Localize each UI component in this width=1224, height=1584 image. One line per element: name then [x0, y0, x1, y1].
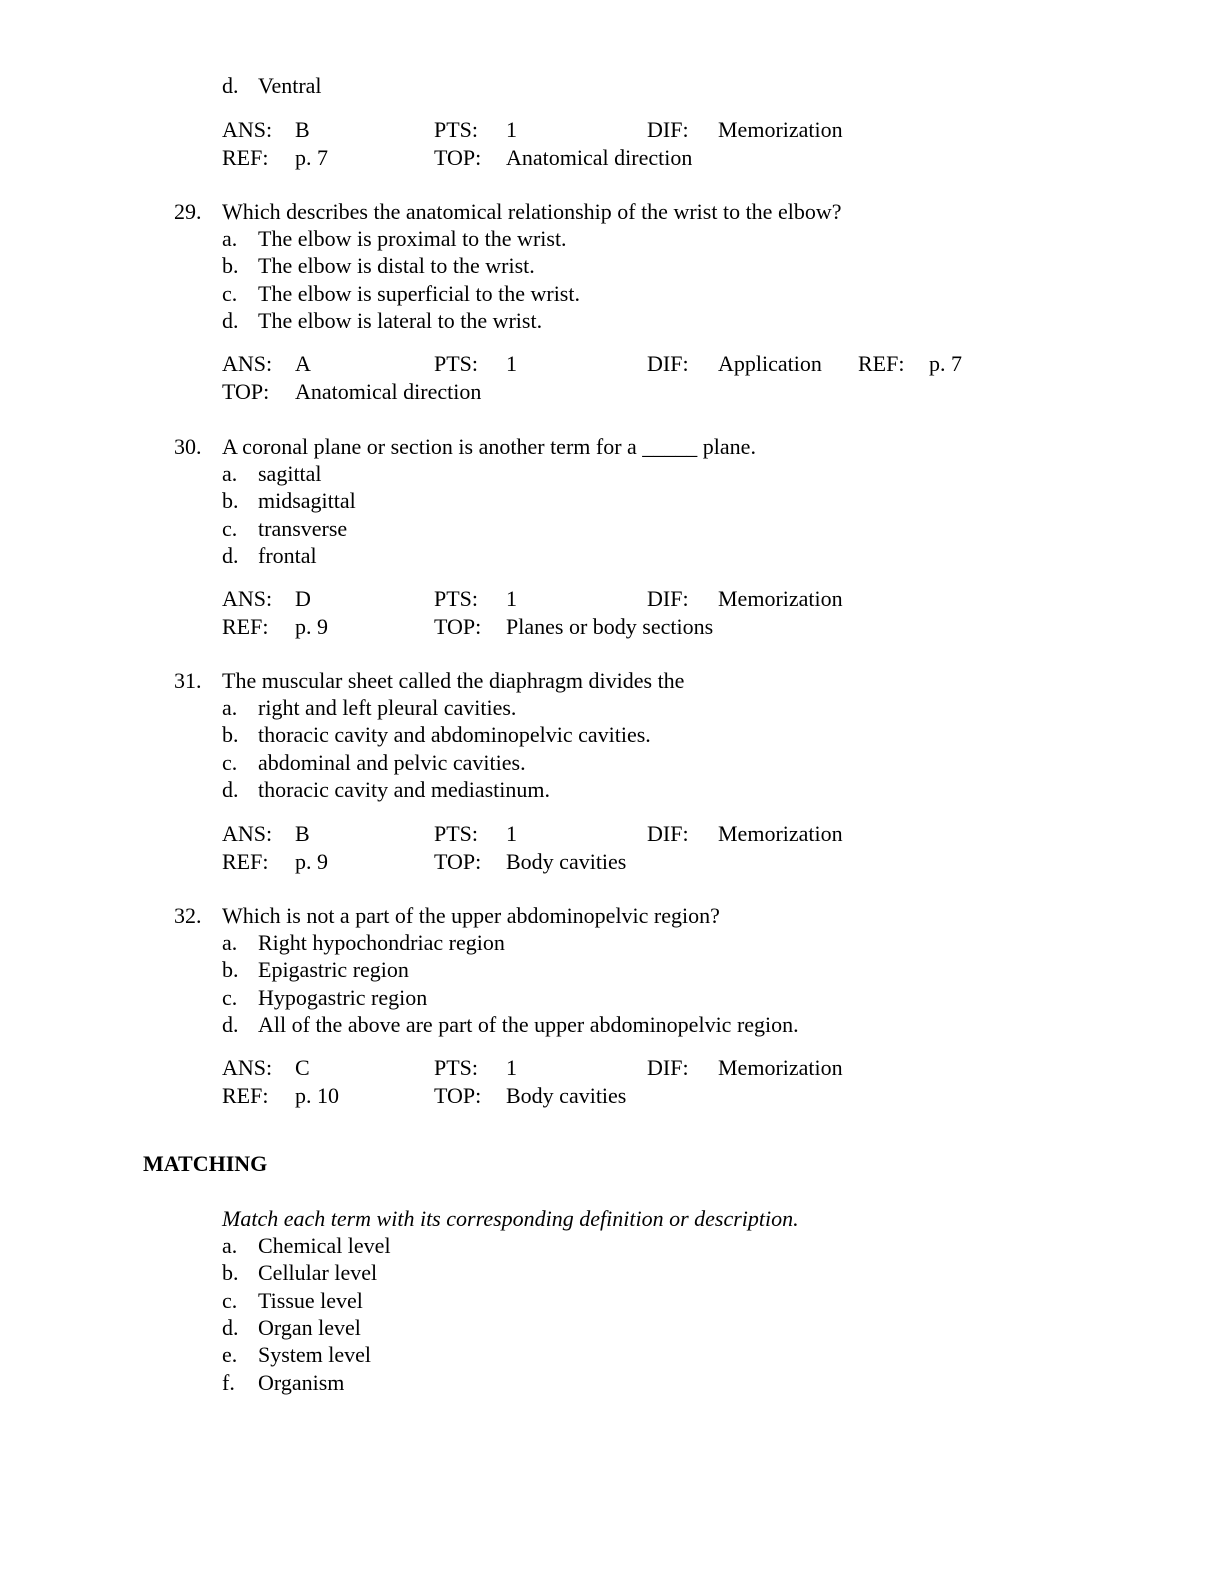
meta-label: TOP:: [434, 1083, 482, 1108]
meta-label: REF:: [222, 614, 269, 639]
question-number: 29.: [174, 199, 202, 224]
meta-value: 1: [506, 117, 517, 142]
meta-label: REF:: [222, 1083, 269, 1108]
option-letter: b.: [222, 253, 239, 278]
option-letter: d.: [222, 777, 239, 802]
option-text: All of the above are part of the upper abdominopelvic region.: [258, 1012, 799, 1037]
question-text: Which is not a part of the upper abdominopelvic region?: [222, 903, 720, 928]
meta-label: DIF:: [647, 1055, 689, 1080]
meta-label: REF:: [222, 849, 269, 874]
option-letter: c.: [222, 1288, 238, 1313]
option-letter: d.: [222, 543, 239, 568]
option-letter: b.: [222, 722, 239, 747]
meta-label: ANS:: [222, 1055, 273, 1080]
option-text: Tissue level: [258, 1288, 363, 1313]
option-text: The elbow is superficial to the wrist.: [258, 281, 580, 306]
meta-value: 1: [506, 1055, 517, 1080]
question-number: 31.: [174, 668, 202, 693]
option-letter: c.: [222, 281, 238, 306]
meta-label: ANS:: [222, 821, 273, 846]
meta-label: ANS:: [222, 586, 273, 611]
question-text: Which describes the anatomical relationship of the wrist to the elbow?: [222, 199, 842, 224]
question-number: 30.: [174, 434, 202, 459]
meta-value: Planes or body sections: [506, 614, 714, 639]
option-letter: b.: [222, 488, 239, 513]
option-letter: d.: [222, 73, 239, 98]
meta-value: Memorization: [718, 821, 843, 846]
option-letter: e.: [222, 1342, 238, 1367]
option-text: Cellular level: [258, 1260, 378, 1285]
option-letter: a.: [222, 461, 238, 486]
meta-value: p. 10: [295, 1083, 339, 1108]
option-text: The elbow is lateral to the wrist.: [258, 308, 543, 333]
option-text: midsagittal: [258, 488, 356, 513]
meta-value: Anatomical direction: [506, 145, 693, 170]
option-letter: f.: [222, 1370, 235, 1395]
matching-instruction: Match each term with its corresponding definition or description.: [222, 1206, 799, 1231]
meta-label: ANS:: [222, 351, 273, 376]
option-text: Ventral: [258, 73, 322, 98]
question-number: 32.: [174, 903, 202, 928]
question-text: A coronal plane or section is another term for a _____ plane.: [222, 434, 756, 459]
option-text: Hypogastric region: [258, 985, 428, 1010]
meta-value: B: [295, 117, 310, 142]
meta-label: REF:: [858, 351, 905, 376]
meta-value: p. 9: [295, 614, 328, 639]
meta-value: Anatomical direction: [295, 379, 482, 404]
option-text: abdominal and pelvic cavities.: [258, 750, 526, 775]
meta-value: Body cavities: [506, 849, 627, 874]
option-text: The elbow is distal to the wrist.: [258, 253, 535, 278]
meta-value: 1: [506, 351, 517, 376]
meta-label: TOP:: [434, 849, 482, 874]
meta-value: 1: [506, 821, 517, 846]
meta-value: Memorization: [718, 586, 843, 611]
option-letter: d.: [222, 1315, 239, 1340]
option-letter: a.: [222, 930, 238, 955]
option-text: sagittal: [258, 461, 322, 486]
meta-label: REF:: [222, 145, 269, 170]
meta-value: C: [295, 1055, 310, 1080]
option-text: The elbow is proximal to the wrist.: [258, 226, 567, 251]
meta-label: DIF:: [647, 821, 689, 846]
meta-value: Body cavities: [506, 1083, 627, 1108]
meta-label: PTS:: [434, 117, 479, 142]
meta-label: ANS:: [222, 117, 273, 142]
meta-label: PTS:: [434, 821, 479, 846]
section-heading: MATCHING: [143, 1151, 268, 1176]
meta-value: p. 9: [295, 849, 328, 874]
meta-label: TOP:: [222, 379, 270, 404]
meta-label: PTS:: [434, 586, 479, 611]
meta-value: A: [295, 351, 311, 376]
meta-label: DIF:: [647, 117, 689, 142]
meta-label: TOP:: [434, 614, 482, 639]
option-text: Right hypochondriac region: [258, 930, 505, 955]
option-letter: c.: [222, 985, 238, 1010]
option-text: Organism: [258, 1370, 345, 1395]
meta-value: Application: [718, 351, 822, 376]
meta-value: 1: [506, 586, 517, 611]
option-text: thoracic cavity and mediastinum.: [258, 777, 551, 802]
meta-label: PTS:: [434, 1055, 479, 1080]
option-letter: a.: [222, 226, 238, 251]
option-text: Epigastric region: [258, 957, 409, 982]
option-letter: a.: [222, 1233, 238, 1258]
option-letter: d.: [222, 1012, 239, 1037]
meta-label: TOP:: [434, 145, 482, 170]
meta-label: PTS:: [434, 351, 479, 376]
meta-value: B: [295, 821, 310, 846]
meta-value: Memorization: [718, 1055, 843, 1080]
option-letter: c.: [222, 516, 238, 541]
meta-value: Memorization: [718, 117, 843, 142]
option-letter: d.: [222, 308, 239, 333]
option-text: right and left pleural cavities.: [258, 695, 517, 720]
meta-value: D: [295, 586, 311, 611]
option-letter: c.: [222, 750, 238, 775]
meta-value: p. 7: [295, 145, 328, 170]
question-text: The muscular sheet called the diaphragm divides the: [222, 668, 685, 693]
option-text: transverse: [258, 516, 348, 541]
option-letter: b.: [222, 1260, 239, 1285]
meta-value: p. 7: [929, 351, 962, 376]
option-text: System level: [258, 1342, 372, 1367]
option-letter: b.: [222, 957, 239, 982]
option-text: Chemical level: [258, 1233, 391, 1258]
option-text: Organ level: [258, 1315, 361, 1340]
option-text: thoracic cavity and abdominopelvic cavities.: [258, 722, 651, 747]
option-text: frontal: [258, 543, 317, 568]
meta-label: DIF:: [647, 586, 689, 611]
option-letter: a.: [222, 695, 238, 720]
meta-label: DIF:: [647, 351, 689, 376]
